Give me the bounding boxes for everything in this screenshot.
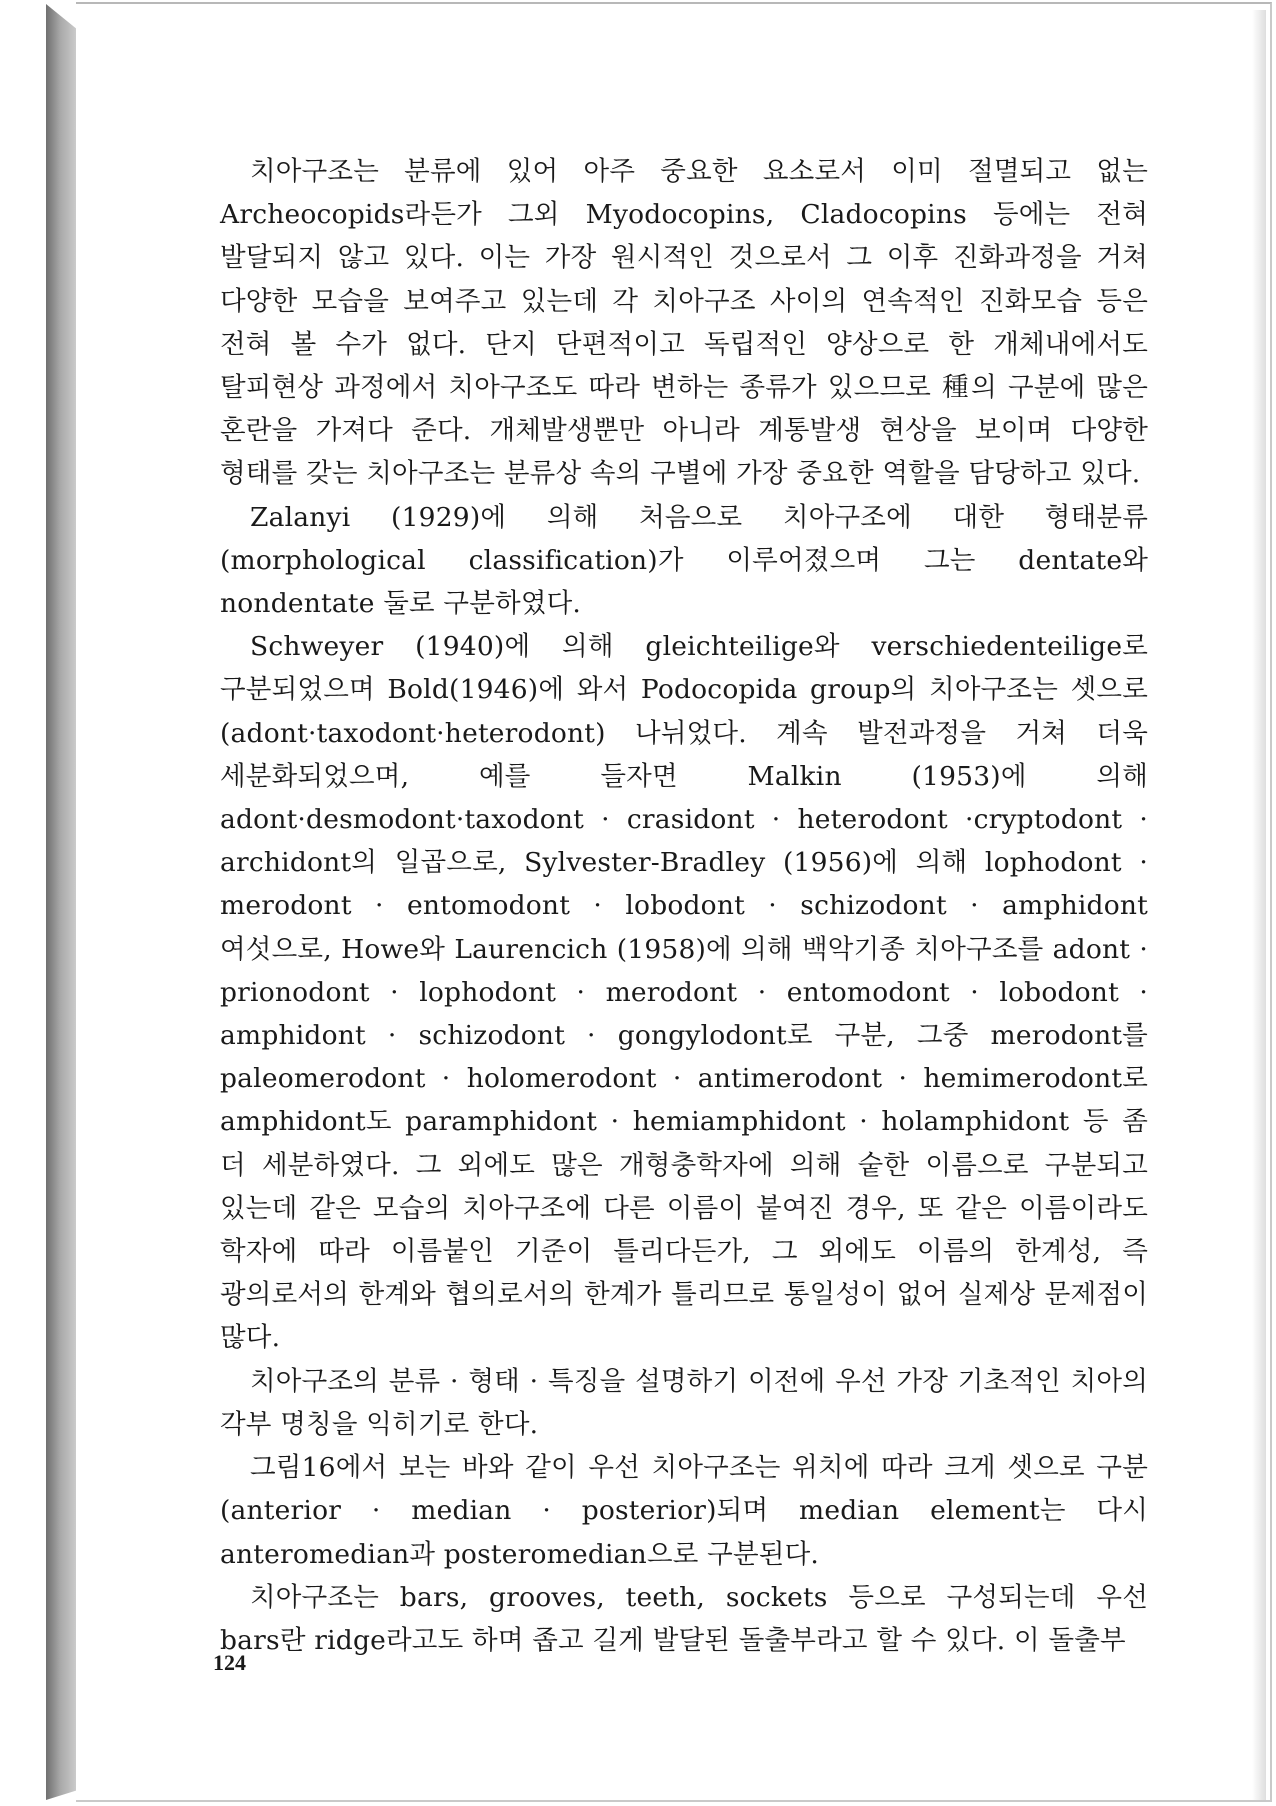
paragraph-figure16: 그림16에서 보는 바와 같이 우선 치아구조는 위치에 따라 크게 셋으로 구분 (anterior · median · posterior)되며 median element는 다시 anteromedian과 posteromedian으로 구분된다. [220, 1452, 1148, 1570]
page-body [220, 150, 1148, 1662]
page-shadow [1252, 10, 1266, 1802]
paragraph-terminology-intro: 치아구조의 분류 · 형태 · 특징을 설명하기 이전에 우선 가장 기초적인 치아의 각부 명칭을 익히기로 한다. [220, 1365, 1148, 1440]
paragraph-dentition-importance: 치아구조는 분류에 있어 아주 중요한 요소로서 이미 절멸되고 없는 Archeocopids라든가 그외 Myodocopins, Cladocopins 등에는 전혀 발달되지 않고 있다. 이는 가장 원시적인 것으로서 그 이후 진화과정을 거쳐 다양한 모습을 보여주고 있는데 각 치아구조 사이의 연속적인 진화모습 등은 전혀 볼 수가 없다. 단지 단편적이고 독립적인 양상으로 한 개체내에서도 탈피현상 과정에서 치아구조도 따라 변하는 종류가 있으므로 種의 구분에 많은 혼란을 가져다 준다. 개체발생뿐만 아니라 계통발생 현상을 보이며 다양한 형태를 갖는 치아구조는 분류상 속의 구별에 가장 중요한 역할을 담당하고 있다. [220, 156, 1148, 490]
paragraph-components: 치아구조는 bars, grooves, teeth, sockets 등으로 구성되는데 우선 bars란 ridge라고도 하며 좁고 길게 발달된 돌출부라고 할 수 있다. 이 돌출부 [220, 1581, 1148, 1656]
paragraph-zalanyi: Zalanyi (1929)에 의해 처음으로 치아구조에 대한 형태분류(morphological classification)가 이루어졌으며 그는 dentate와 nondentate 둘로 구분하였다. [220, 501, 1148, 620]
book-edge [46, 4, 78, 1800]
paragraph-classification-history: Schweyer (1940)에 의해 gleichteilige와 verschiedenteilige로 구분되었으며 Bold(1946)에 와서 Podocopida group의 치아구조는 셋으로(adont·taxodont·heterodont) 나뉘었다. 계속 발전과정을 거쳐 더욱 세분화되었으며, 예를 들자면 Malkin (1953)에 의해 adont·desmodont·taxodont · crasidont · heterodont ·cryptodont · archidont의 일곱으로, Sylvester-Bradley (1956)에 의해 lophodont · merodont · entomodont · lobodont · schizodont · amphidont 여섯으로, Howe와 Laurencich (1958)에 의해 백악기종 치아구조를 adont · prionodont · lophodont · merodont · entomodont · lobodont · amphidont · schizodont · gongylodont로 구분, 그중 merodont를 paleomerodont · holomerodont · antimerodont · hemimerodont로 amphidont도 paramphidont · hemiamphidont · holamphidont 등 좀 더 세분하였다. 그 외에도 많은 개형충학자에 의해 숱한 이름으로 구분되고 있는데 같은 모습의 치아구조에 다른 이름이 붙여진 경우, 또 같은 이름이라도 학자에 따라 이름붙인 기준이 틀리다든가, 그 외에도 이름의 한계성, 즉 광의로서의 한계와 협의로서의 한계가 틀리므로 통일성이 없어 실제상 문제점이 많다. [220, 631, 1148, 1354]
page-number: 124 [213, 1650, 246, 1675]
